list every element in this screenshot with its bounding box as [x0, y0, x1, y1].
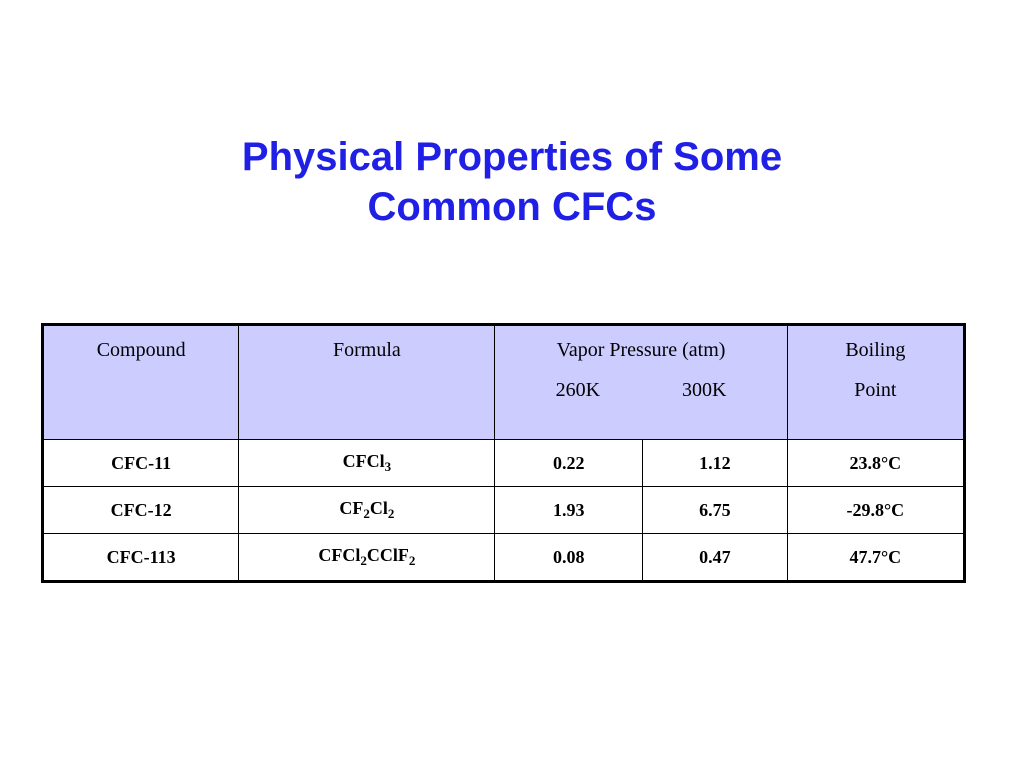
table-row [43, 440, 965, 487]
header-vapor-pressure [495, 325, 787, 440]
cell-vp-300k: 6.75 [643, 487, 788, 534]
table-header-row [43, 325, 965, 440]
cell-vp-260k: 1.93 [495, 487, 643, 534]
cell-boiling-point: -29.8°C [787, 487, 964, 534]
cfc-properties-table [41, 323, 966, 583]
header-formula: Formula [239, 325, 495, 440]
cell-vp-300k: 0.47 [643, 534, 788, 582]
table-row [43, 534, 965, 582]
header-boiling-line-2: Point [854, 379, 897, 401]
header-boiling-line-1: Boiling [845, 339, 906, 361]
formula-subscript: 2 [363, 506, 370, 521]
formula-part: CClF [366, 545, 409, 565]
header-vp-260k: 260K [555, 379, 601, 401]
cell-vp-260k: 0.22 [495, 440, 643, 487]
slide-title-line-1: Physical Properties of Some [241, 135, 783, 179]
slide-title-line-2: Common CFCs [367, 185, 657, 229]
header-boiling-point [787, 325, 964, 440]
formula-part: CFCl [318, 545, 361, 565]
formula-subscript: 2 [360, 553, 367, 568]
cell-compound: CFC-12 [43, 487, 239, 534]
cell-boiling-point: 23.8°C [787, 440, 964, 487]
slide-title [0, 132, 1024, 232]
cell-formula [239, 440, 495, 487]
header-vp-300k: 300K [682, 379, 727, 401]
formula-part: CFCl [342, 451, 385, 471]
header-vapor-pressure-label: Vapor Pressure (atm) [556, 339, 726, 361]
formula-subscript: 3 [384, 459, 392, 474]
cell-compound: CFC-11 [43, 440, 239, 487]
header-vapor-pressure-temps [495, 370, 786, 410]
formula-subscript: 2 [408, 553, 416, 568]
cell-vp-300k: 1.12 [643, 440, 788, 487]
cell-boiling-point: 47.7°C [787, 534, 964, 582]
cell-formula [239, 487, 495, 534]
formula-subscript: 2 [387, 506, 395, 521]
cell-compound: CFC-113 [43, 534, 239, 582]
table-row [43, 487, 965, 534]
cell-formula [239, 534, 495, 582]
header-compound: Compound [43, 325, 239, 440]
table-body [43, 440, 965, 582]
formula-part: Cl [369, 498, 388, 518]
formula-part: CF [339, 498, 364, 518]
cell-vp-260k: 0.08 [495, 534, 643, 582]
